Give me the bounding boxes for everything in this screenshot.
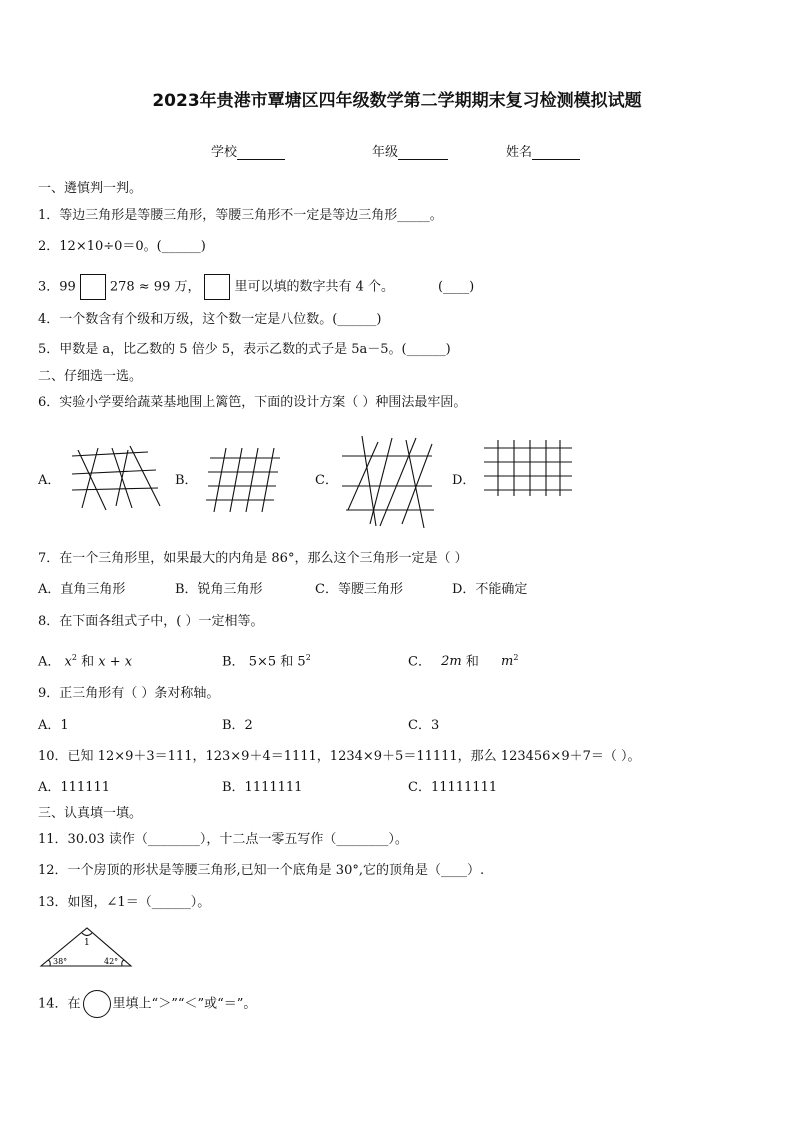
q9-option-c[interactable]: C．3 <box>408 718 440 733</box>
q8-b-sup: 2 <box>305 653 311 662</box>
q8-a-sup: 2 <box>71 653 77 662</box>
name-field[interactable] <box>506 141 580 160</box>
angle-1-arc <box>82 933 92 936</box>
q6-option-a[interactable]: A． <box>38 473 61 488</box>
q9-option-b[interactable]: B．2 <box>222 718 253 733</box>
digit-box-reference <box>204 274 230 300</box>
question-14 <box>38 990 256 1018</box>
question-13: 13．如图，∠1＝（______）。 <box>38 895 211 910</box>
school-blank[interactable] <box>237 145 285 160</box>
question-3-part-c: 里可以填的数字共有 4 个。 <box>234 279 395 295</box>
section-3-heading: 三、认真填一填。 <box>38 806 143 821</box>
q10-option-c[interactable]: C．11111111 <box>408 780 498 795</box>
q8-b-label: B． <box>222 654 245 670</box>
compare-circle[interactable] <box>83 990 111 1018</box>
section-2-heading: 二、仔细选一选。 <box>38 369 143 384</box>
q9-option-a[interactable]: A．1 <box>38 718 69 733</box>
q10-option-b[interactable]: B．1111111 <box>222 780 303 795</box>
question-7: 7．在一个三角形里，如果最大的内角是 86°，那么这个三角形一定是（ ） <box>38 551 468 566</box>
question-2: 2．12×10÷0＝0。(______) <box>38 239 206 254</box>
q8-a-expr1: x <box>64 654 72 670</box>
name-label: 姓名 <box>506 145 533 160</box>
q8-a-label: A． <box>38 654 61 670</box>
q6-option-b[interactable]: B． <box>175 473 198 488</box>
fence-design-c <box>340 434 440 530</box>
q8-c-expr2: m <box>501 654 514 670</box>
q7-option-d[interactable]: D．不能确定 <box>452 582 528 597</box>
fence-design-a <box>68 444 168 514</box>
q8-a-expr2: x + x <box>98 654 133 670</box>
question-12: 12．一个房顶的形状是等腰三角形,已知一个底角是 30°,它的顶角是（____）. <box>38 863 485 878</box>
q7-option-a[interactable]: A．直角三角形 <box>38 582 126 597</box>
q8-c-label: C． <box>408 654 431 670</box>
grade-label: 年级 <box>372 145 399 160</box>
q8-c-sup: 2 <box>513 653 519 662</box>
section-1-heading: 一、遴慎判一判。 <box>38 181 143 196</box>
angle-left-label: 38° <box>53 957 68 966</box>
angle-right-arc <box>122 960 124 966</box>
school-field[interactable] <box>211 141 285 160</box>
q6-option-d[interactable]: D． <box>452 473 476 488</box>
page-title: 2023年贵港市覃塘区四年级数学第二学期期末复习检测模拟试题 <box>152 91 642 111</box>
question-9: 9．正三角形有（ ）条对称轴。 <box>38 686 220 701</box>
grade-field[interactable] <box>372 141 448 160</box>
q6-option-c[interactable]: C． <box>315 473 338 488</box>
question-1: 1．等边三角形是等腰三角形，等腰三角形不一定是等边三角形_____。 <box>38 208 443 223</box>
name-blank[interactable] <box>532 145 580 160</box>
angle-left-arc <box>48 960 50 966</box>
question-4: 4．一个数含有个级和万级，这个数一定是八位数。(______) <box>38 312 382 327</box>
question-11: 11．30.03 读作（________），十二点一零五写作（________）。 <box>38 832 408 847</box>
angle-right-label: 42° <box>104 957 119 966</box>
question-10: 10．已知 12×9＋3＝111，123×9＋4＝1111，1234×9＋5＝11111，那么 123456×9＋7＝（ ）。 <box>38 749 641 764</box>
question-14-part-a: 14．在 <box>38 996 81 1012</box>
fence-design-b <box>206 446 286 514</box>
question-3-answer: (____) <box>438 279 475 295</box>
question-3 <box>38 274 474 300</box>
question-3-part-b: 278 ≈ 99 万， <box>109 279 201 295</box>
q10-option-a[interactable]: A．111111 <box>38 780 111 795</box>
q8-b-expr: 5×5 和 5 <box>248 654 306 670</box>
q8-c-mid: 和 <box>465 654 479 670</box>
grade-blank[interactable] <box>398 145 448 160</box>
question-8: 8．在下面各组式子中，( ）一定相等。 <box>38 614 264 629</box>
question-6: 6．实验小学要给蔬菜基地围上篱笆，下面的设计方案（ ）种围法最牢固。 <box>38 395 467 410</box>
angle-1-label: 1 <box>84 938 90 948</box>
digit-box[interactable] <box>80 274 106 300</box>
school-label: 学校 <box>211 145 238 160</box>
q8-option-a[interactable] <box>38 649 132 671</box>
question-14-part-b: 里填上“＞”“＜”或“＝”。 <box>112 996 257 1012</box>
q7-option-b[interactable]: B．锐角三角形 <box>175 582 263 597</box>
q7-option-c[interactable]: C．等腰三角形 <box>315 582 403 597</box>
q8-option-b[interactable] <box>222 649 311 671</box>
q8-c-expr1: 2m <box>441 654 462 670</box>
question-3-part-a: 3．99 <box>38 279 76 295</box>
q8-a-mid: 和 <box>81 654 95 670</box>
question-5: 5．甲数是 a，比乙数的 5 倍少 5，表示乙数的式子是 5a－5。(______) <box>38 342 451 357</box>
triangle-figure <box>38 924 134 970</box>
fence-design-d <box>482 438 576 498</box>
q8-option-c[interactable] <box>408 649 518 671</box>
